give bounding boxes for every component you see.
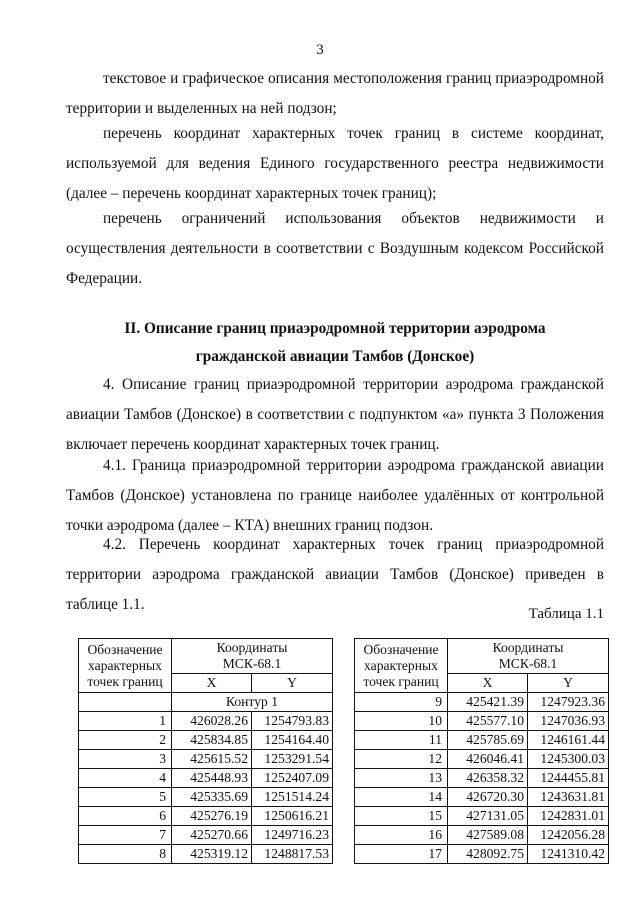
y-cell: 1247923.36 xyxy=(528,693,609,712)
table-row xyxy=(355,845,609,864)
y-cell: 1246161.44 xyxy=(528,731,609,750)
y-cell: 1248817.53 xyxy=(252,845,333,864)
header-coords-line1: Координаты xyxy=(216,640,288,655)
point-cell: 17 xyxy=(355,845,448,864)
y-cell: 1241310.42 xyxy=(528,845,609,864)
point-cell: 9 xyxy=(355,693,448,712)
table-row xyxy=(355,826,609,845)
table-row xyxy=(79,712,333,731)
header-point-line3: точек границ xyxy=(87,673,163,689)
contour-row xyxy=(79,693,333,712)
x-cell: 425615.52 xyxy=(172,750,252,769)
y-cell: 1252407.09 xyxy=(252,769,333,788)
header-y: Y xyxy=(252,674,333,693)
header-coords-line2: МСК-68.1 xyxy=(498,656,558,671)
item-4-2: 4.2. Перечень координат характерных точек границ приаэродромной территории аэродрома гражданской авиации Тамбов (Донское) приведен в таблице 1.1. xyxy=(66,536,604,613)
y-cell: 1250616.21 xyxy=(252,807,333,826)
header-point-line2: характерных xyxy=(88,657,162,673)
header-coords xyxy=(172,639,333,674)
table-row xyxy=(79,845,333,864)
x-cell: 425319.12 xyxy=(172,845,252,864)
x-cell: 426358.32 xyxy=(448,769,528,788)
header-point-line2: характерных xyxy=(364,657,438,673)
point-cell: 12 xyxy=(355,750,448,769)
header-coords-line2: МСК-68.1 xyxy=(222,656,282,671)
point-cell: 6 xyxy=(79,807,172,826)
point-cell: 7 xyxy=(79,826,172,845)
table-row xyxy=(355,731,609,750)
header-coords xyxy=(448,639,609,674)
x-cell: 426720.30 xyxy=(448,788,528,807)
x-cell: 425577.10 xyxy=(448,712,528,731)
header-point-line1: Обозначение xyxy=(87,641,163,657)
y-cell: 1254164.40 xyxy=(252,731,333,750)
table-row xyxy=(355,769,609,788)
point-cell: 13 xyxy=(355,769,448,788)
point-cell: 3 xyxy=(79,750,172,769)
coordinates-table-left xyxy=(78,638,333,864)
point-cell: 14 xyxy=(355,788,448,807)
x-cell: 425785.69 xyxy=(448,731,528,750)
point-cell: 5 xyxy=(79,788,172,807)
x-cell: 425834.85 xyxy=(172,731,252,750)
x-cell: 426028.26 xyxy=(172,712,252,731)
paragraph-description: текстовое и графическое описания местоположения границ приаэродромной территории и выделенных на ней подзон; xyxy=(66,70,604,117)
y-cell: 1253291.54 xyxy=(252,750,333,769)
x-cell: 427589.08 xyxy=(448,826,528,845)
contour-label: Контур 1 xyxy=(172,693,333,712)
header-point-line1: Обозначение xyxy=(363,641,439,657)
point-cell: 4 xyxy=(79,769,172,788)
table-row xyxy=(355,712,609,731)
y-cell: 1244455.81 xyxy=(528,769,609,788)
header-x: X xyxy=(448,674,528,693)
y-cell: 1245300.03 xyxy=(528,750,609,769)
header-x: X xyxy=(172,674,252,693)
paragraph-coordinates-list: перечень координат характерных точек границ в системе координат, используемой для ведения Единого государственного реестра недвижимости (далее – перечень координат характерных точек границ); xyxy=(66,125,604,202)
y-cell: 1243631.81 xyxy=(528,788,609,807)
table-row xyxy=(79,769,333,788)
point-cell: 8 xyxy=(79,845,172,864)
y-cell: 1251514.24 xyxy=(252,788,333,807)
table-row xyxy=(355,750,609,769)
point-cell: 2 xyxy=(79,731,172,750)
x-cell: 428092.75 xyxy=(448,845,528,864)
x-cell: 425276.19 xyxy=(172,807,252,826)
header-point xyxy=(79,639,172,693)
point-cell: 15 xyxy=(355,807,448,826)
header-coords-line1: Координаты xyxy=(492,640,564,655)
table-header-row xyxy=(355,639,609,674)
paragraph-restrictions-list: перечень ограничений использования объектов недвижимости и осуществления деятельности в соответствии с Воздушным кодексом Российской Федерации. xyxy=(66,210,604,287)
table-row xyxy=(79,788,333,807)
y-cell: 1254793.83 xyxy=(252,712,333,731)
header-point-line3: точек границ xyxy=(363,673,439,689)
section-heading-line1: II. Описание границ приаэродромной территории аэродрома xyxy=(124,320,546,337)
table-row xyxy=(355,693,609,712)
x-cell: 425448.93 xyxy=(172,769,252,788)
section-heading-line2: гражданской авиации Тамбов (Донское) xyxy=(195,348,475,365)
y-cell: 1242831.01 xyxy=(528,807,609,826)
table-row xyxy=(355,807,609,826)
point-cell: 1 xyxy=(79,712,172,731)
header-y: Y xyxy=(528,674,609,693)
coordinates-table-right xyxy=(354,638,609,864)
table-header-row xyxy=(79,639,333,674)
y-cell: 1249716.23 xyxy=(252,826,333,845)
page-number: 3 xyxy=(316,42,324,58)
table-row xyxy=(355,788,609,807)
x-cell: 426046.41 xyxy=(448,750,528,769)
table-caption: Таблица 1.1 xyxy=(528,606,604,622)
x-cell: 427131.05 xyxy=(448,807,528,826)
y-cell: 1242056.28 xyxy=(528,826,609,845)
x-cell: 425270.66 xyxy=(172,826,252,845)
item-4: 4. Описание границ приаэродромной территории аэродрома гражданской авиации Тамбов (Донское) в соответствии с подпунктом «а» пункта 3 Положения включает перечень координат характерных точек границ. xyxy=(66,376,604,453)
item-4-1: 4.1. Граница приаэродромной территории аэродрома гражданской авиации Тамбов (Донское) установлена по границе наиболее удалённых от контрольной точки аэродрома (далее – КТА) внешних границ подзон. xyxy=(66,457,604,534)
header-point xyxy=(355,639,448,693)
table-row xyxy=(79,750,333,769)
x-cell: 425421.39 xyxy=(448,693,528,712)
point-cell: 16 xyxy=(355,826,448,845)
point-cell: 11 xyxy=(355,731,448,750)
point-cell: 10 xyxy=(355,712,448,731)
table-row xyxy=(79,731,333,750)
table-row xyxy=(79,807,333,826)
table-row xyxy=(79,826,333,845)
contour-blank-cell xyxy=(79,693,172,712)
y-cell: 1247036.93 xyxy=(528,712,609,731)
x-cell: 425335.69 xyxy=(172,788,252,807)
